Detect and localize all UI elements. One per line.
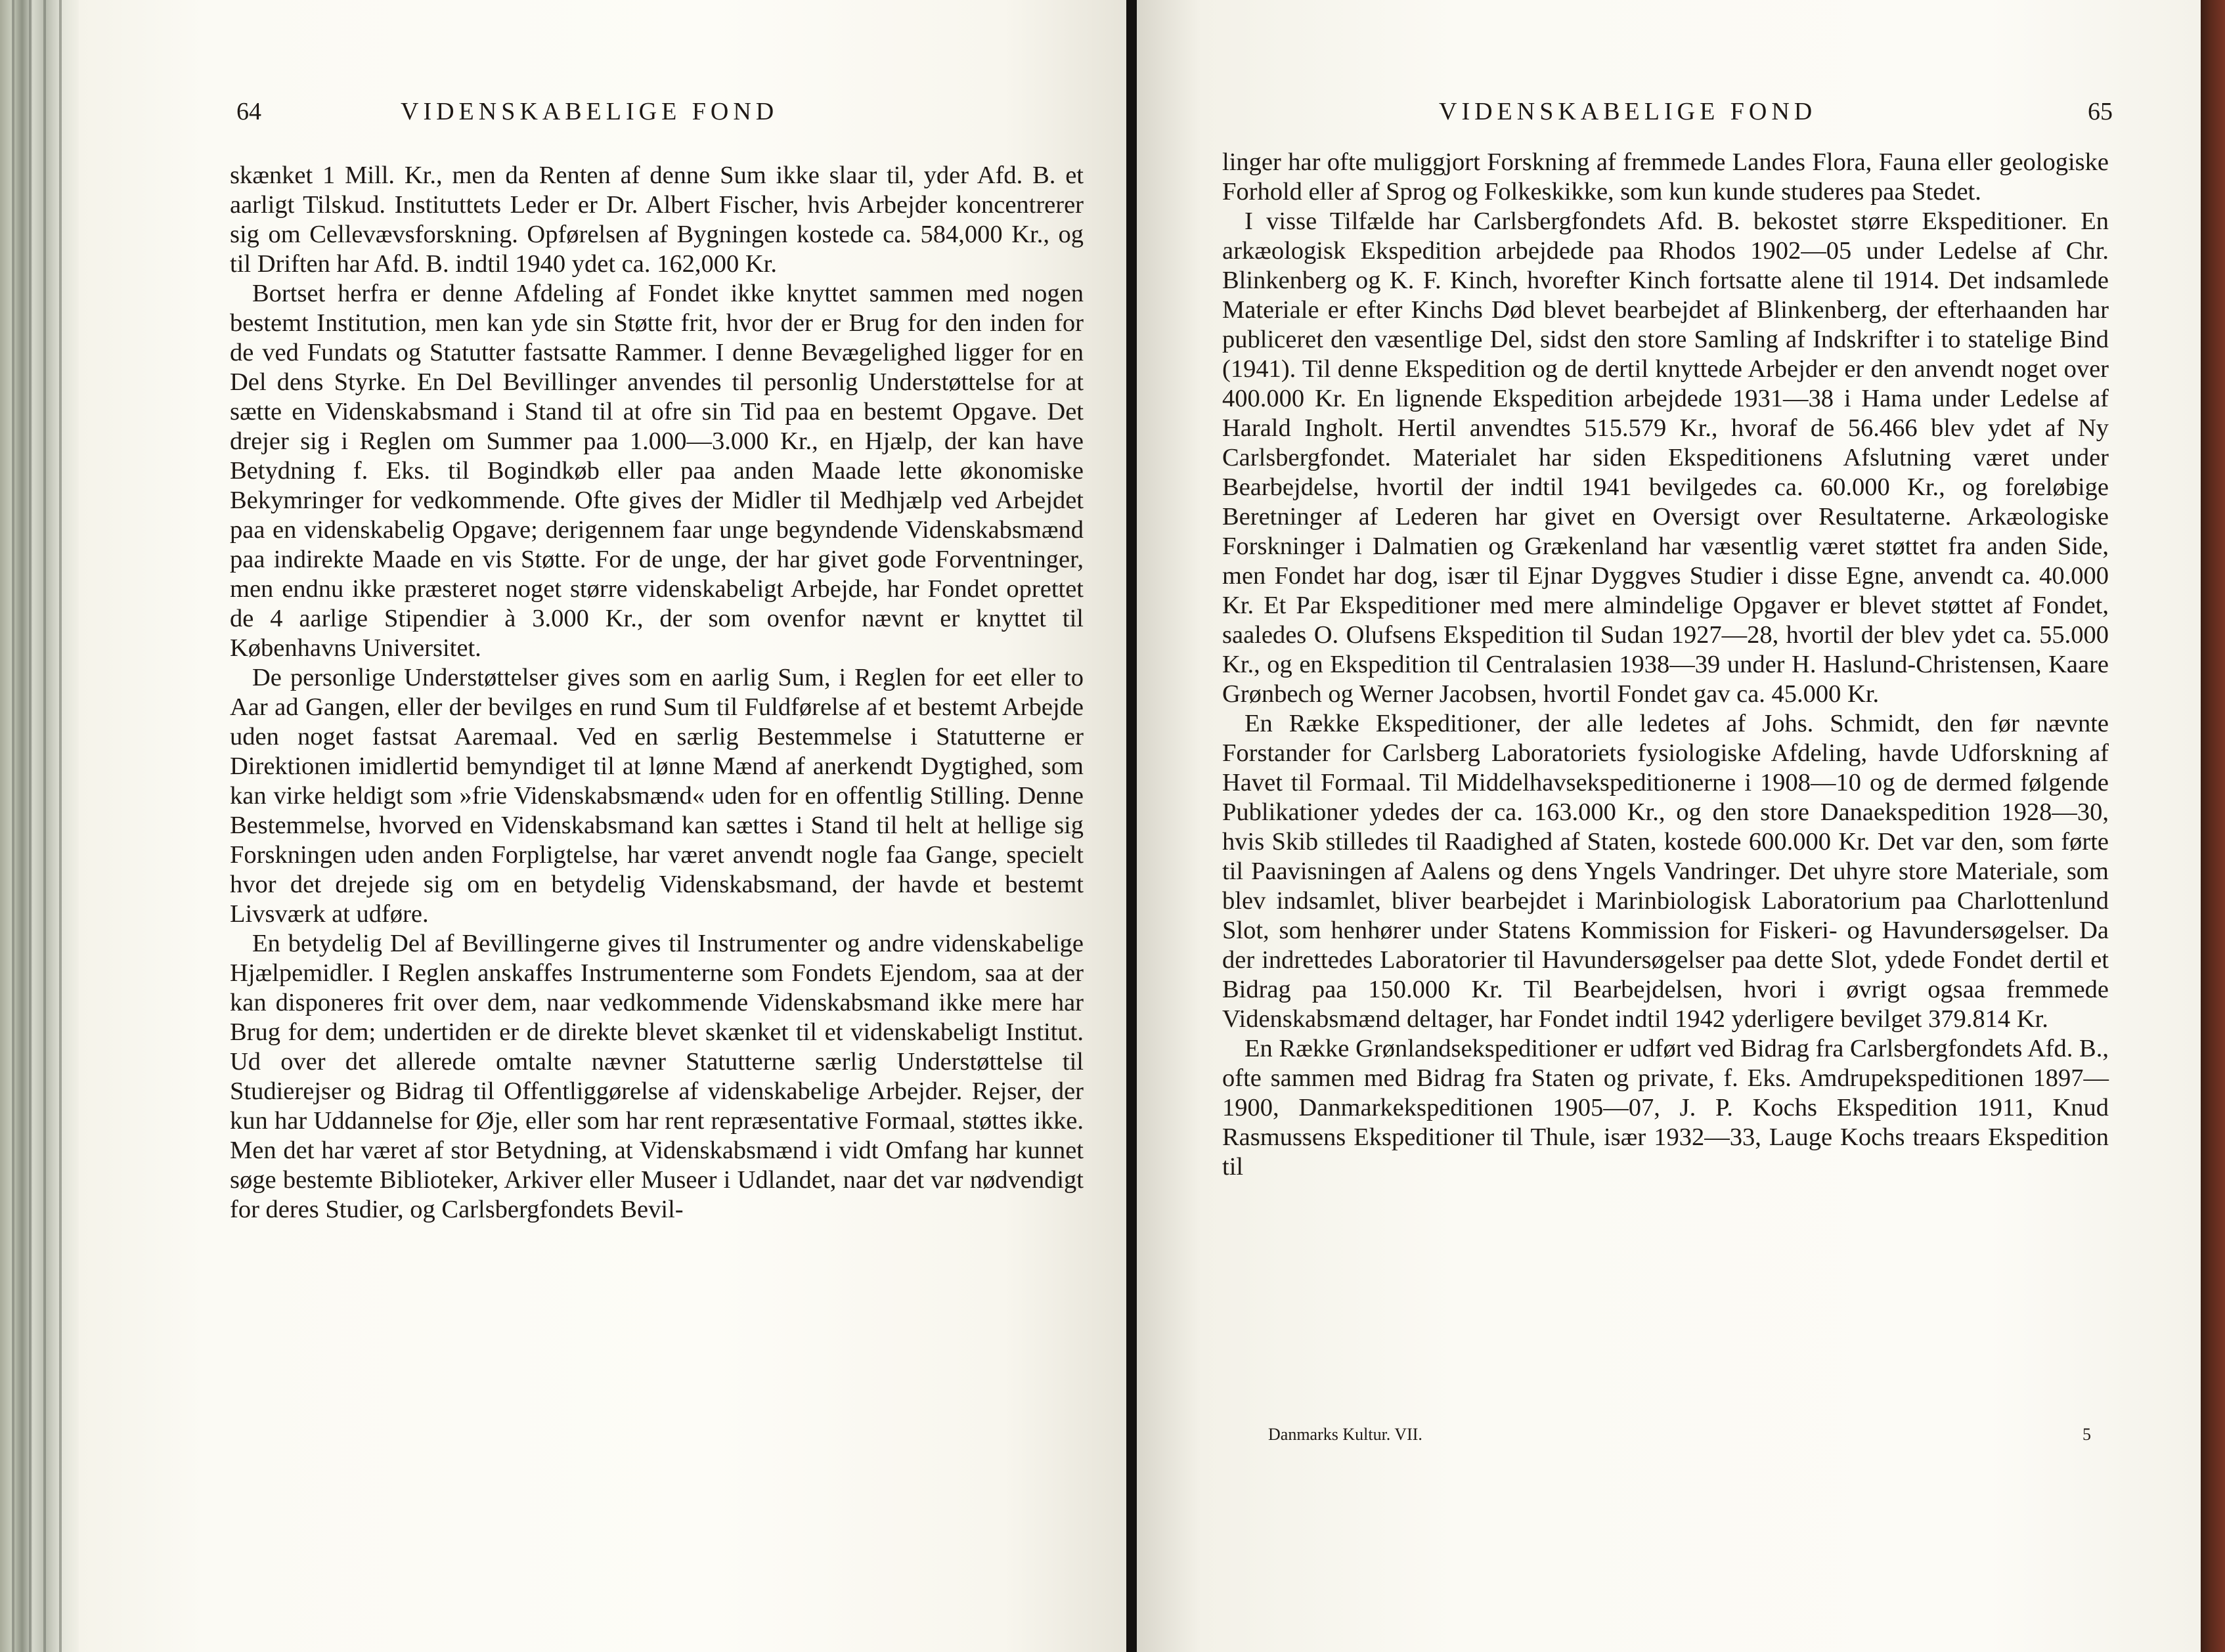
paragraph: De personlige Understøttelser gives som en aarlig Sum, i Reglen for eet eller to Aar ad Gangen, eller der bevilges en rund Sum til Fuldførelse af et bestemt Arbejde uden noget fastsat Aaremaal. Ved en særlig Bestemmelse i Statutterne er Direktionen imidlertid bemyndiget til at lønne Mænd af anerkendt Dygtighed, som kan virke heldigt som »frie Videnskabsmænd« uden for en offentlig Stilling. Denne Bestemmelse, hvorved en Videnskabsmand kan sættes i Stand til helt at hellige sig Forskningen uden anden Forpligtelse, har været anvendt nogle faa Gange, specielt hvor det drejede sig om en betydelig Videnskabsmand, der havde et bestemt Livsværk at udføre. [230,664,1084,928]
paragraph: I visse Tilfælde har Carlsbergfondets Afd. B. bekostet større Ekspeditioner. En arkæologisk Ekspedition arbejdede paa Rhodos 1902—05 under Ledelse af Chr. Blinkenberg og K. F. Kinch, hvorefter Kinch fortsatte alene til 1914. Det indsamlede Materiale er efter Kinchs Død blevet bearbejdet af Blinkenberg, der efterhaanden har publiceret den væsentlige Del, sidst den store Samling af Indskrifter i to statelige Bind (1941). Til denne Ekspedition og de dertil knyttede Arbejder er den anvendt noget over 400.000 Kr. En lignende Ekspedition arbejdede 1931—38 i Hama under Ledelse af Harald Ingholt. Hertil anvendtes 515.579 Kr., hvoraf de 56.466 blev ydet af Ny Carlsbergfondet. Materialet har siden Ekspeditionens Afslutning været under Bearbejdelse, hvortil der indtil 1941 bevilgedes ca. 60.000 Kr., og foreløbige Beretninger af Lederen har givet en Oversigt over Resultaterne. Arkæologiske Forskninger i Dalmatien og Grækenland har væsentlig været støttet fra anden Side, men Fondet har dog, især til Ejnar Dyggves Studier i disse Egne, anvendt ca. 40.000 Kr. Et Par Ekspeditioner med mere almindelige Opgaver er blevet støttet af Fondet, saaledes O. Olufsens Ekspedition til Sudan 1927—28, hvortil der blev ydet ca. 55.000 Kr., og en Ekspedition til Centralasien 1938—39 under H. Haslund-Christensen, Kaare Grønbech og Werner Jacobsen, hvortil Fondet gav ca. 45.000 Kr. [1222,207,2109,708]
paragraph: Bortset herfra er denne Afdeling af Fondet ikke knyttet sammen med nogen bestemt Institution, men kan yde sin Støtte frit, hvor der er Brug for den inden for de ved Fundats og Statutter fastsatte Rammer. I denne Bevægelighed ligger for en Del dens Styrke. En Del Bevillinger anvendes til personlig Understøttelse for at sætte en Videnskabsmand i Stand til at ofre sin Tid paa en bestemt Opgave. Det drejer sig i Reglen om Summer paa 1.000—3.000 Kr., en Hjælp, der kan have Betydning f. Eks. til Bogindkøb eller paa anden Maade lette økonomiske Bekymringer for vedkommende. Ofte gives der Midler til Medhjælp ved Arbejdet paa en videnskabelig Opgave; derigennem faar unge begyndende Videnskabsmænd paa indirekte Maade en vis Støtte. For de unge, der har givet gode Forventninger, men endnu ikke præsteret noget større videnskabeligt Arbejde, har Fondet oprettet de 4 aarlige Stipendier à 3.000 Kr., der som ovenfor nævnt er knyttet til Københavns Universitet. [230,280,1084,662]
page-number: 64 [236,98,261,125]
paragraph: En Række Grønlandsekspeditioner er udført ved Bidrag fra Carlsbergfondets Afd. B., ofte sammen med Bidrag fra Staten og private, f. Eks. Amdrupekspeditionen 1897—1900, Danmarkekspeditionen 1905—07, J. P. Kochs Ekspedition 1911, Knud Rasmussens Ekspeditioner til Thule, især 1932—33, Lauge Kochs treaars Ekspedition til [1222,1035,2109,1181]
footer-title: Danmarks Kultur. VII. [1268,1425,1422,1444]
next-page-edge [2201,0,2225,1652]
running-head: VIDENSKABELIGE FOND [401,98,779,125]
signature-mark: 5 [2082,1425,2091,1444]
page-number: 65 [2088,98,2113,125]
body-text [230,161,1084,1225]
page-edges [0,0,79,1652]
running-head: VIDENSKABELIGE FOND [1439,98,1817,125]
paragraph: En Række Ekspeditioner, der alle ledetes af Johs. Schmidt, den før nævnte Forstander for Carlsberg Laboratoriets fysiologiske Afdeling, havde Udforskning af Havet til Formaal. Til Middelhavsekspeditionerne i 1908—10 og de dermed følgende Publikationer ydedes der ca. 163.000 Kr., og den store Danaekspedition 1928—30, hvis Skib stilledes til Raadighed af Staten, kostede 600.000 Kr. Det var den, som førte til Paavisningen af Aalens og dens Yngels Vandringer. Det uhyre store Materiale, som blev indsamlet, bliver bearbejdet i Marinbiologisk Laboratorium paa Charlottenlund Slot, som henhører under Statens Kommission for Fiskeri- og Havundersøgelser. Da der indrettedes Laboratorier til Havundersøgelser paa dette Slot, ydede Fondet dertil et Bidrag paa 150.000 Kr. Til Bearbejdelsen, hvori i øvrigt ogsaa fremmede Videnskabsmænd deltager, har Fondet indtil 1942 yderligere bevilget 379.814 Kr. [1222,710,2109,1033]
paragraph: skænket 1 Mill. Kr., men da Renten af denne Sum ikke slaar til, yder Afd. B. et aarligt Tilskud. Instituttets Leder er Dr. Albert Fischer, hvis Arbejder koncentrerer sig om Cellevævsforskning. Opførelsen af Bygningen kostede ca. 584,000 Kr., og til Driften har Afd. B. indtil 1940 ydet ca. 162,000 Kr. [230,162,1084,278]
paragraph: En betydelig Del af Bevillingerne gives til Instrumenter og andre videnskabelige Hjælpemidler. I Reglen anskaffes Instrumenterne som Fondets Ejendom, saa at der kan disponeres frit over dem, naar vedkommende Videnskabsmand ikke mere har Brug for dem; undertiden er de direkte blevet skænket til et videnskabeligt Institut. Ud over det allerede omtalte nævner Statutterne særlig Understøttelse til Studierejser og Bidrag til Offentliggørelse af videnskabelige Arbejder. Rejser, der kun har Uddannelse for Øje, eller som har rent repræsentative Formaal, støttes ikke. Men det har været af stor Betydning, at Videnskabsmænd i vidt Omfang har kunnet søge bestemte Biblioteker, Arkiver eller Museer i Udlandet, naar det var nødvendigt for deres Studier, og Carlsbergfondets Bevil- [230,930,1084,1223]
book-gutter [1126,0,1137,1652]
body-text [1222,148,2109,1182]
paragraph: linger har ofte muliggjort Forskning af fremmede Landes Flora, Fauna eller geologiske Forhold eller af Sprog og Folkeskikke, som kun kunde studeres paa Stedet. [1222,148,2109,206]
left-page [79,0,1130,1652]
right-page [1137,0,2201,1652]
